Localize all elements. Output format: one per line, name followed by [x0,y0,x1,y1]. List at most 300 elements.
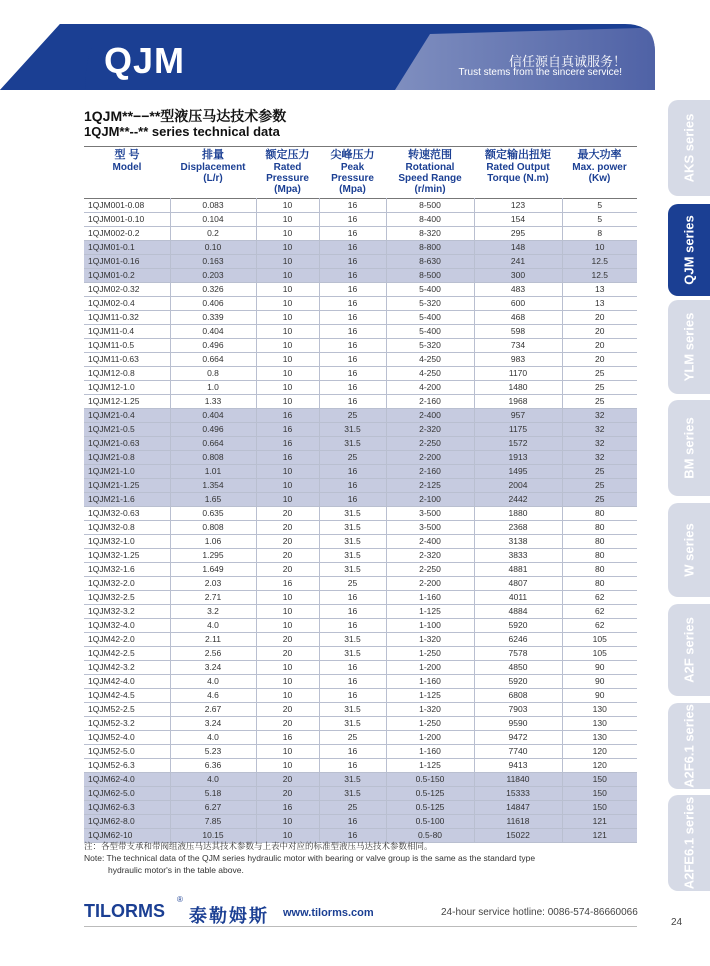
table-cell: 123 [474,199,562,213]
table-cell: 1QJM32-1.25 [84,549,170,563]
table-cell: 4850 [474,661,562,675]
table-cell: 16 [319,283,386,297]
table-cell: 16 [256,437,319,451]
table-cell: 16 [319,367,386,381]
table-cell: 10 [256,227,319,241]
table-row [84,311,637,325]
table-cell: 8-800 [386,241,474,255]
table-cell: 130 [562,717,637,731]
table-cell: 0.635 [170,507,256,521]
table-cell: 154 [474,213,562,227]
table-cell: 0.339 [170,311,256,325]
table-cell: 1QJM02-0.4 [84,297,170,311]
table-cell: 4881 [474,563,562,577]
table-cell: 31.5 [319,437,386,451]
table-cell: 31.5 [319,787,386,801]
table-cell: 1QJM32-0.63 [84,507,170,521]
table-cell: 20 [256,535,319,549]
table-cell: 0.326 [170,283,256,297]
table-cell: 25 [562,479,637,493]
table-cell: 1-125 [386,689,474,703]
column-header-en: Peak Pressure (Mpa) [331,162,374,195]
table-cell: 10 [256,255,319,269]
table-cell: 12.5 [562,269,637,283]
table-cell: 3833 [474,549,562,563]
column-header-cn: 型 号 [114,149,140,161]
brand-cn: 泰勒姆斯 [189,906,269,926]
table-cell: 8-630 [386,255,474,269]
table-cell: 150 [562,801,637,815]
table-cell: 10 [256,283,319,297]
table-row [84,703,637,717]
side-tab-label: YLM series [681,312,697,382]
table-cell: 10 [256,661,319,675]
table-cell: 16 [319,591,386,605]
table-cell: 2-200 [386,451,474,465]
table-cell: 6246 [474,633,562,647]
table-cell: 1913 [474,451,562,465]
hotline: 24-hour service hotline: 0086-574-86660066 [441,907,638,918]
series-title: QJM [104,40,186,81]
table-cell: 734 [474,339,562,353]
table-cell: 1-250 [386,647,474,661]
table-cell: 1QJM01-0.2 [84,269,170,283]
table-cell: 25 [562,381,637,395]
table-cell: 80 [562,521,637,535]
brand-logo: TILORMS [84,901,165,921]
table-cell: 14847 [474,801,562,815]
table-row [84,619,637,633]
table-cell: 20 [256,521,319,535]
table-cell: 1-125 [386,759,474,773]
side-tab-a2f6-1-series[interactable] [668,703,710,789]
table-cell: 1-160 [386,675,474,689]
column-header-cn: 额定压力 [265,149,310,161]
registered-mark: ® [177,895,183,904]
table-cell: 10 [256,605,319,619]
table-cell: 0.104 [170,213,256,227]
table-cell: 20 [562,353,637,367]
table-cell: 0.5-150 [386,773,474,787]
table-cell: 1QJM11-0.32 [84,311,170,325]
table-cell: 10 [256,479,319,493]
table-cell: 1QJM11-0.63 [84,353,170,367]
table-cell: 20 [562,325,637,339]
table-cell: 1QJM42-2.5 [84,647,170,661]
column-header [474,147,562,199]
table-cell: 1.65 [170,493,256,507]
table-cell: 11840 [474,773,562,787]
table-cell: 10.15 [170,829,256,843]
table-cell: 16 [319,339,386,353]
table-cell: 483 [474,283,562,297]
table-cell: 1-160 [386,591,474,605]
table-cell: 20 [256,773,319,787]
table-cell: 1QJM32-1.0 [84,535,170,549]
table-row [84,633,637,647]
column-header-cn: 转速范围 [408,149,452,161]
table-cell: 11618 [474,815,562,829]
table-cell: 8 [562,227,637,241]
table-cell: 1.649 [170,563,256,577]
table-cell: 31.5 [319,535,386,549]
table-cell: 1-320 [386,633,474,647]
table-row [84,661,637,675]
table-cell: 20 [256,507,319,521]
table-cell: 20 [256,549,319,563]
table-cell: 1QJM62-8.0 [84,815,170,829]
table-cell: 16 [319,395,386,409]
table-cell: 16 [256,451,319,465]
side-tab-label: W series [681,523,697,577]
heading-cn: 1QJM**−−**型液压马达技术参数 [84,108,287,124]
side-tab-aks-series[interactable] [668,100,710,196]
table-cell: 0.083 [170,199,256,213]
table-cell: 1QJM42-2.0 [84,633,170,647]
column-header [84,147,170,199]
table-cell: 13 [562,297,637,311]
table-cell: 2.67 [170,703,256,717]
table-cell: 25 [562,465,637,479]
column-header-cn: 尖峰压力 [330,149,375,161]
table-cell: 80 [562,577,637,591]
table-cell: 121 [562,829,637,843]
table-cell: 25 [319,451,386,465]
table-cell: 3-500 [386,507,474,521]
table-row [84,213,637,227]
table-cell: 10 [256,675,319,689]
table-cell: 105 [562,647,637,661]
table-cell: 1QJM21-1.6 [84,493,170,507]
table-row [84,815,637,829]
column-header [386,147,474,199]
table-row [84,647,637,661]
table-cell: 2442 [474,493,562,507]
table-cell: 598 [474,325,562,339]
table-cell: 16 [319,689,386,703]
table-body [84,199,637,843]
table-cell: 16 [319,199,386,213]
table-cell: 1.06 [170,535,256,549]
table-cell: 150 [562,787,637,801]
note-en-line2: hydraulic motor's in the table above. [108,865,244,875]
table-row [84,745,637,759]
table-cell: 1QJM001-0.08 [84,199,170,213]
table-cell: 2368 [474,521,562,535]
table-cell: 1QJM42-4.0 [84,675,170,689]
table-row [84,591,637,605]
table-cell: 1-160 [386,745,474,759]
table-cell: 2004 [474,479,562,493]
tagline-cn: 信任源自真诚服务！ [508,54,626,69]
table-cell: 1QJM001-0.10 [84,213,170,227]
table-cell: 1QJM52-2.5 [84,703,170,717]
table-cell: 1QJM002-0.2 [84,227,170,241]
table-cell: 25 [319,801,386,815]
table-cell: 1QJM52-6.3 [84,759,170,773]
table-cell: 1QJM62-6.3 [84,801,170,815]
table-cell: 10 [256,311,319,325]
table-cell: 3.24 [170,717,256,731]
table-row [84,577,637,591]
table-row [84,801,637,815]
heading-en: 1QJM**--** series technical data [84,124,280,139]
table-cell: 8-400 [386,213,474,227]
table-cell: 3138 [474,535,562,549]
side-tab-bm-series[interactable] [668,400,710,496]
table-cell: 5-400 [386,311,474,325]
column-header-en: Max. power (Kw) [572,162,627,184]
table-cell: 2-200 [386,577,474,591]
table-cell: 1.33 [170,395,256,409]
table-cell: 31.5 [319,507,386,521]
table-cell: 1QJM21-1.0 [84,465,170,479]
tagline-en: Trust stems from the sincere service! [458,67,622,78]
side-tab-label: A2FE6.1 series [681,796,697,890]
table-cell: 0.808 [170,521,256,535]
column-header-en: Model [112,162,142,173]
table-cell: 8-320 [386,227,474,241]
table-cell: 10 [256,339,319,353]
table-cell: 10 [256,591,319,605]
table-cell: 9413 [474,759,562,773]
table-cell: 32 [562,437,637,451]
table-cell: 16 [319,269,386,283]
table-row [84,479,637,493]
table-cell: 1QJM21-0.4 [84,409,170,423]
table-cell: 10 [256,465,319,479]
table-cell: 5.18 [170,787,256,801]
table-cell: 16 [319,493,386,507]
table-cell: 957 [474,409,562,423]
table-cell: 1.295 [170,549,256,563]
table-cell: 31.5 [319,717,386,731]
table-cell: 2.56 [170,647,256,661]
column-header-cn: 最大功率 [577,149,622,161]
table-row [84,675,637,689]
table-cell: 80 [562,507,637,521]
table-cell: 2-160 [386,395,474,409]
side-tab-label: A2F6.1 series [681,704,697,788]
table-cell: 16 [319,227,386,241]
table-cell: 31.5 [319,633,386,647]
table-cell: 5-320 [386,297,474,311]
table-cell: 1QJM32-1.6 [84,563,170,577]
table-cell: 0.163 [170,255,256,269]
table-cell: 468 [474,311,562,325]
table-cell: 1572 [474,437,562,451]
table-cell: 121 [562,815,637,829]
table-cell: 0.664 [170,353,256,367]
table-cell: 1QJM52-3.2 [84,717,170,731]
table-cell: 10 [256,689,319,703]
table-cell: 80 [562,535,637,549]
table-cell: 1QJM32-2.5 [84,591,170,605]
table-cell: 1QJM52-4.0 [84,731,170,745]
table-cell: 1170 [474,367,562,381]
table-row [84,787,637,801]
table-cell: 0.406 [170,297,256,311]
table-cell: 0.5-125 [386,801,474,815]
table-cell: 2-320 [386,549,474,563]
table-cell: 31.5 [319,703,386,717]
table-cell: 1QJM21-0.63 [84,437,170,451]
table-cell: 16 [319,745,386,759]
table-cell: 8-500 [386,199,474,213]
table-cell: 3.24 [170,661,256,675]
table-cell: 0.203 [170,269,256,283]
table-cell: 16 [319,619,386,633]
table-cell: 0.496 [170,423,256,437]
table-row [84,255,637,269]
table-cell: 10 [256,241,319,255]
table-cell: 20 [256,717,319,731]
table-cell: 130 [562,703,637,717]
table-cell: 90 [562,661,637,675]
table-cell: 1QJM32-2.0 [84,577,170,591]
table-cell: 10 [256,745,319,759]
side-tab-ylm-series[interactable] [668,300,710,394]
table-cell: 6808 [474,689,562,703]
table-cell: 16 [319,297,386,311]
table-cell: 120 [562,745,637,759]
table-cell: 5 [562,213,637,227]
table-cell: 62 [562,591,637,605]
table-cell: 2-400 [386,535,474,549]
table-row [84,465,637,479]
column-header [256,147,319,199]
table-cell: 2-400 [386,409,474,423]
note-cn: 注：各型带支承和带阀组液压马达其技术参数与上表中对应的标准型液压马达技术参数相同。 [84,841,433,851]
column-header [562,147,637,199]
table-cell: 2-250 [386,437,474,451]
table-cell: 983 [474,353,562,367]
table-cell: 4.0 [170,675,256,689]
table-row [84,395,637,409]
side-tab-qjm-series[interactable] [668,204,710,296]
table-cell: 9590 [474,717,562,731]
table-cell: 1175 [474,423,562,437]
table-cell: 2-320 [386,423,474,437]
table-cell: 300 [474,269,562,283]
side-tab-label: A2F series [681,617,697,683]
table-cell: 1.354 [170,479,256,493]
table-cell: 31.5 [319,521,386,535]
table-row [84,773,637,787]
table-cell: 16 [319,353,386,367]
table-cell: 9472 [474,731,562,745]
table-cell: 1QJM01-0.16 [84,255,170,269]
table-cell: 120 [562,759,637,773]
table-cell: 7740 [474,745,562,759]
table-row [84,731,637,745]
table-cell: 16 [256,409,319,423]
table-cell: 1-200 [386,661,474,675]
table-cell: 16 [319,605,386,619]
side-tab-a2fe6-1-series[interactable] [668,795,710,891]
table-row [84,409,637,423]
table-cell: 80 [562,563,637,577]
column-header-en: Rated Output Torque (N.m) [486,162,550,184]
table-cell: 1QJM11-0.5 [84,339,170,353]
table-cell: 7578 [474,647,562,661]
table-cell: 32 [562,409,637,423]
table-cell: 7903 [474,703,562,717]
table-cell: 1QJM21-0.8 [84,451,170,465]
table-cell: 1968 [474,395,562,409]
table-row [84,605,637,619]
table-cell: 150 [562,773,637,787]
table-cell: 4.6 [170,689,256,703]
table-cell: 1QJM62-4.0 [84,773,170,787]
table-cell: 1QJM42-4.5 [84,689,170,703]
table-cell: 1QJM62-10 [84,829,170,843]
table-cell: 2.11 [170,633,256,647]
table-cell: 31.5 [319,647,386,661]
table-cell: 5-400 [386,325,474,339]
table-cell: 20 [256,633,319,647]
notes [84,840,604,876]
table-cell: 90 [562,675,637,689]
table-cell: 80 [562,549,637,563]
table-cell: 90 [562,689,637,703]
table-cell: 6.27 [170,801,256,815]
table-row [84,339,637,353]
table-cell: 10 [256,815,319,829]
table-cell: 0.10 [170,241,256,255]
table-cell: 1QJM12-1.0 [84,381,170,395]
table-cell: 0.808 [170,451,256,465]
table-cell: 1-200 [386,731,474,745]
table-row [84,535,637,549]
table-cell: 1QJM12-1.25 [84,395,170,409]
table-cell: 0.5-80 [386,829,474,843]
table-cell: 130 [562,731,637,745]
table-cell: 2-160 [386,465,474,479]
table-cell: 62 [562,619,637,633]
table-cell: 4011 [474,591,562,605]
table-cell: 4807 [474,577,562,591]
website-link[interactable]: www.tilorms.com [283,907,374,919]
footer-divider [84,926,637,927]
table-cell: 10 [256,353,319,367]
table-cell: 25 [562,367,637,381]
table-cell: 10 [256,269,319,283]
side-tab-w-series[interactable] [668,503,710,597]
table-cell: 5-320 [386,339,474,353]
table-row [84,297,637,311]
table-cell: 0.5-100 [386,815,474,829]
table-row [84,451,637,465]
table-cell: 15333 [474,787,562,801]
table-cell: 4.0 [170,773,256,787]
table-cell: 105 [562,633,637,647]
table-cell: 16 [319,829,386,843]
table-cell: 62 [562,605,637,619]
table-cell: 2.03 [170,577,256,591]
table-row [84,283,637,297]
page-heading [84,108,286,139]
table-cell: 10 [256,619,319,633]
table-row [84,521,637,535]
table-cell: 16 [319,675,386,689]
table-cell: 4884 [474,605,562,619]
table-cell: 10 [256,325,319,339]
table-row [84,241,637,255]
table-cell: 20 [562,339,637,353]
table-cell: 10 [562,241,637,255]
side-tab-a2f-series[interactable] [668,604,710,696]
